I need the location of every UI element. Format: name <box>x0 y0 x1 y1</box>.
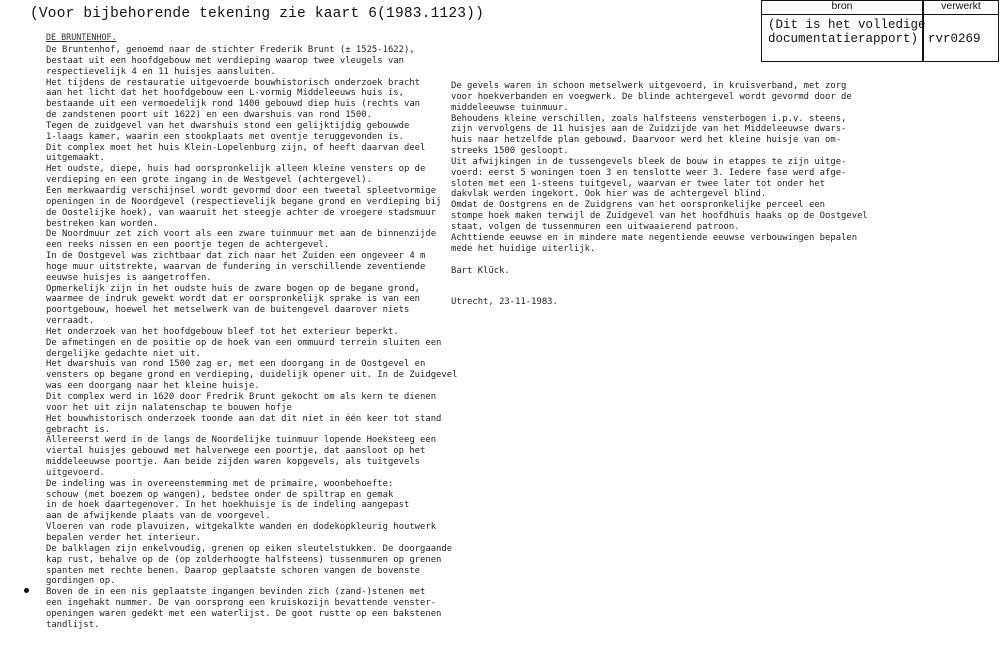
text-line: bestreken kan worden. <box>46 218 159 229</box>
text-line: was een doorgang naar het kleine huisje. <box>46 381 260 392</box>
text-line: dakvlak werden ingekort. Ook hier was de achtergevel blind. <box>451 189 767 200</box>
text-line: Achttiende eeuwse en in mindere mate negentiende eeuwse verbouwingen bepalen <box>451 232 858 243</box>
text-line: Behoudens kleine verschillen, zoals halfsteens vensterbogen i.p.v. steens, <box>451 113 847 124</box>
text-line: spanten met rechte benen. Daarop geplaatste schoren vangen de bovenste <box>46 565 421 576</box>
text-line: zijn vervolgens de 11 huisjes aan de Zuidzijde van het Middeleeuwse dwars- <box>451 124 847 135</box>
text-line: schouw (met boezem op wangen), bedstee onder de spiltrap en gemak <box>46 489 394 500</box>
text-line: dergelijke gedachte niet uit. <box>46 348 201 359</box>
stamp-divider-horizontal <box>762 14 998 15</box>
text-line: een reeks nissen en een poortje tegen de achtergevel. <box>46 240 330 251</box>
text-line: huis naar hetzelfde plan gebouwd. Daarvoor werd het kleine huisje van om- <box>451 135 842 146</box>
text-line: streeks 1500 gesloopt. <box>451 146 569 157</box>
text-line: Dit complex werd in 1620 door Fredrik Brunt gekocht om als kern te dienen <box>46 392 437 402</box>
signature: Bart Klück. <box>451 266 510 276</box>
text-line: voor hoekverbanden en voegwerk. De blinde achtergevel wordt gevormd door de <box>451 91 852 102</box>
text-line: Boven de in een nis geplaatste ingangen bevinden zich (zand-)stenen met <box>46 587 426 598</box>
text-line: De Bruntenhof, genoemd naar de stichter Frederik Brunt (± 1525-1622), <box>46 45 415 55</box>
text-line: Dit complex moet het huis Klein-Lopelenburg zijn, of heeft daarvan deel <box>46 142 426 153</box>
text-line: bestaande uit een vermoedelijk rond 1400 gebouwd diep huis (rechts van <box>46 99 421 110</box>
stamp-bron-line-2: documentatierapport) <box>768 32 919 46</box>
text-line: aan het licht dat het hoofdgebouw een L-vormig Middeleeuws huis is, <box>46 88 404 99</box>
text-line: De gevels waren in schoon metselwerk uitgevoerd, in kruisverband, met zorg <box>451 81 847 91</box>
right-text-column <box>451 81 868 255</box>
margin-bullet-mark <box>24 588 29 593</box>
text-line: voerd: eerst 5 woningen toen 3 en tenslotte weer 3. Iedere fase werd afge- <box>451 167 847 178</box>
text-line: Opmerkelijk zijn in het oudste huis de zware bogen op de begane grond, <box>46 283 421 294</box>
text-line: stompe hoek maken terwijl de Zuidgevel van het hoofdhuis haaks op de Oostgevel <box>451 211 868 222</box>
text-line: mede het huidige uiterlijk. <box>451 243 596 254</box>
text-line: openingen waren gedekt met een waterlijst. De goot rustte op een bakstenen <box>46 608 442 619</box>
text-line: Het oudste, diepe, huis had oorspronkelijk alleen kleine vensters op de <box>46 164 426 175</box>
text-line: kap rust, behalve op de (op zolderhoogte halfsteens) tussenmuren op grenen <box>46 554 442 565</box>
text-line: 1-laags kamer, waarin een stookplaats met oventje teruggevonden is. <box>46 131 404 142</box>
text-line: eeuwse huisjes is aangetroffen. <box>46 272 212 283</box>
header-note: (Voor bijbehorende tekening zie kaart 6(1983.1123)) <box>30 6 484 22</box>
text-line: De Noordmuur zet zich voort als een zware tuinmuur met aan de binnenzijde <box>46 229 437 240</box>
text-line: Omdat de Oostgrens en de Zuidgrens van het oorspronkelijke perceel een <box>451 200 826 211</box>
stamp-verwerkt-value: rvr0269 <box>928 32 981 46</box>
text-line: poortgebouw, hoewel het metselwerk van de buitengevel daarover niets <box>46 305 410 316</box>
stamp-verwerkt-label: verwerkt <box>941 0 981 12</box>
text-line: Een merkwaardig verschijnsel wordt gevormd door een tweetal spleetvormige <box>46 185 437 196</box>
text-line: aan de afwijkende plaats van de voorgevel. <box>46 511 271 522</box>
text-line: viertal huisjes gebouwd met halverwege een poortje, dat aansloot op het <box>46 446 426 457</box>
text-line: waarmee de indruk gewekt wordt dat er oorspronkelijk sprake is van een <box>46 294 421 305</box>
text-line: Vloeren van rode plavuizen, witgekalkte wanden en dodekopkleurig houtwerk <box>46 522 437 533</box>
text-line: Het onderzoek van het hoofdgebouw bleef tot het exterieur beperkt. <box>46 326 399 337</box>
text-line: verdieping en een grote ingang in de Westgevel (achtergevel). <box>46 175 372 186</box>
text-line: vensters op begane grond en verdieping, duidelijk opener uit. In de Zuidgevel <box>46 370 458 381</box>
text-line: middeleeuwse tuinmuur. <box>451 102 569 113</box>
text-line: sloten met een 1-steens tuitgevel, waarvan er twee later tot onder het <box>451 178 826 189</box>
text-line: gordingen op. <box>46 576 116 587</box>
text-line: middeleeuwse poortje. Aan beide zijden waren kopgevels, als tuitgevels <box>46 457 421 468</box>
text-line: in de hoek daartegenover. In het hoekhuisje is de indeling aangepast <box>46 500 410 511</box>
stamp-bron-text <box>768 18 926 46</box>
stamp-bron-line-1: (Dit is het volledige <box>768 18 926 32</box>
text-line: voor het uit zijn nalatenschap te bouwen hofje <box>46 402 292 413</box>
section-heading: DE BRUNTENHOF. <box>46 32 117 42</box>
text-line: staat, volgen de tussenmuren een uitwaaierend patroon. <box>451 221 740 232</box>
text-line: de zandstenen poort uit 1622) en een dwarshuis van rond 1500. <box>46 110 372 121</box>
text-line: bestaat uit een hoofdgebouw met verdieping waarop twee vleugels van <box>46 55 404 66</box>
text-line: Tegen de zuidgevel van het dwarshuis stond een gelijktijdig gebouwde <box>46 120 410 131</box>
text-line: bepalen verder het interieur. <box>46 532 201 543</box>
text-line: hoge muur uitstrekte, waarvan de fundering in verschillende zeventiende <box>46 261 426 272</box>
text-line: uitgemaakt. <box>46 153 105 164</box>
text-line: De balklagen zijn enkelvoudig, grenen op eiken sleutelstukken. De doorgaande <box>46 543 453 554</box>
stamp-bron-label: bron <box>831 0 853 12</box>
archive-stamp <box>761 0 999 62</box>
text-line: respectievelijk 4 en 11 huisjes aansluiten. <box>46 66 276 77</box>
text-line: Het dwarshuis van rond 1500 zag er, met een doorgang in de Oostgevel en <box>46 359 426 370</box>
text-line: de Oostelijke hoek), van waaruit het steegje achter de vroegere stadsmuur <box>46 207 437 218</box>
text-line: De afmetingen en de positie op de hoek van een ommuurd terrein sluiten een <box>46 337 442 348</box>
text-line: Het bouwhistorisch onderzoek toonde aan dat dit niet in één keer tot stand <box>46 413 442 424</box>
text-line: Allereerst werd in de langs de Noordelijke tuinmuur lopende Hoeksteeg een <box>46 435 437 446</box>
text-line: verraadt. <box>46 316 95 327</box>
text-line: gebracht is. <box>46 424 111 435</box>
text-line: uitgevoerd. <box>46 467 105 478</box>
text-line: Uit afwijkingen in de tussengevels bleek de bouw in etappes te zijn uitge- <box>451 156 847 167</box>
place-date: Utrecht, 23-11-1983. <box>451 297 558 307</box>
left-text-column <box>46 45 458 631</box>
text-line: een ingehakt nummer. De van oorsprong een kruiskozijn bevattende venster- <box>46 598 437 609</box>
text-line: In de Oostgevel was zichtbaar dat zich naar het Zuiden een ongeveer 4 m <box>46 251 426 262</box>
text-line: De indeling was in overeenstemming met de primaire, woonbehoefte: <box>46 478 394 489</box>
text-line: openingen in de Noordgevel (respectievelijk begane grond en verdieping bij <box>46 196 442 207</box>
text-line: Het tijdens de restauratie uitgevoerde bouwhistorisch onderzoek bracht <box>46 77 421 88</box>
text-line: tandlijst. <box>46 619 100 630</box>
